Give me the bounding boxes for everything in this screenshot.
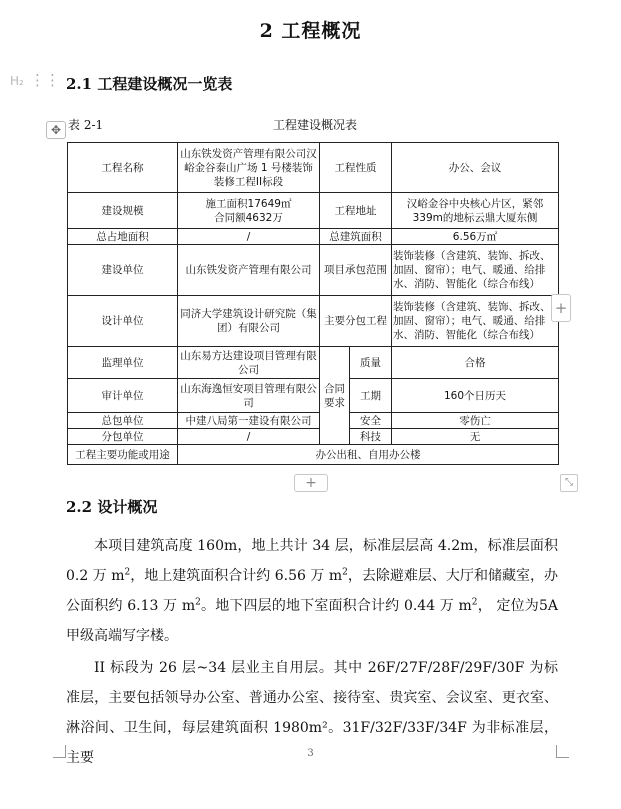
table-cell[interactable]: 分包单位	[68, 429, 178, 445]
table-row	[68, 445, 559, 465]
table-cell[interactable]: 工程性质	[320, 143, 392, 193]
table-row	[68, 379, 559, 413]
project-overview-table	[67, 142, 559, 465]
table-cell[interactable]: 无	[392, 429, 559, 445]
table-cell[interactable]: 办公出租、自用办公楼	[178, 445, 559, 465]
table-cell[interactable]: 零伤亡	[392, 413, 559, 429]
drag-handle-icon[interactable]: ⋮⋮	[30, 71, 60, 89]
table-cell[interactable]: 总建筑面积	[320, 229, 392, 245]
table-cell[interactable]: /	[178, 229, 320, 245]
table-cell[interactable]: 汉峪金谷中央核心片区，紧邻339m的地标云鼎大厦东侧	[392, 193, 559, 229]
table-cell[interactable]: 装饰装修（含建筑、装饰、拆改、加固、窗帘）；电气、暖通、给排水、消防、智能化（综合布线）	[392, 245, 559, 296]
table-cell[interactable]: 工程地址	[320, 193, 392, 229]
page-number: 3	[307, 748, 314, 759]
table-cell[interactable]: 6.56万㎡	[392, 229, 559, 245]
table-row	[68, 347, 559, 379]
table-cell[interactable]: 工期	[350, 379, 392, 413]
table-cell[interactable]: 同济大学建筑设计研究院（集团）有限公司	[178, 296, 320, 347]
cell-line: 合同额4632万	[214, 211, 283, 224]
chapter-title: 2 工程概况	[259, 20, 362, 42]
table-cell[interactable]: 山东海逸恒安项目管理有限公司	[178, 379, 320, 413]
table-label: 表 2-1	[68, 118, 104, 132]
table-cell[interactable]: 山东铁发资产管理有限公司	[178, 245, 320, 296]
table-cell[interactable]: 主要分包工程	[320, 296, 392, 347]
table-row	[68, 193, 559, 229]
contract-requirement-cell[interactable]: 合同要求	[320, 347, 350, 445]
table-cell[interactable]: 审计单位	[68, 379, 178, 413]
table-cell[interactable]: 中建八局第一建设有限公司	[178, 413, 320, 429]
table-cell[interactable]	[178, 193, 320, 229]
heading-level-icon[interactable]: H₂	[10, 74, 24, 88]
table-cell[interactable]: 监理单位	[68, 347, 178, 379]
section-heading-2-1: 2.1 工程建设概况一览表	[66, 75, 233, 93]
table-cell[interactable]: 工程名称	[68, 143, 178, 193]
table-move-icon[interactable]: ✥	[46, 121, 66, 139]
table-cell[interactable]: 总包单位	[68, 413, 178, 429]
table-cell[interactable]: 山东铁发资产管理有限公司汉峪金谷泰山广场 1 号楼装饰装修工程II标段	[178, 143, 320, 193]
table-row	[68, 413, 559, 429]
table-row	[68, 429, 559, 445]
table-cell[interactable]: 工程主要功能或用途	[68, 445, 178, 465]
table-cell[interactable]: 装饰装修（含建筑、装饰、拆改、加固、窗帘）；电气、暖通、给排水、消防、智能化（综合布线）	[392, 296, 559, 347]
table-cell[interactable]: 安全	[350, 413, 392, 429]
table-row	[68, 229, 559, 245]
table-cell[interactable]: 质量	[350, 347, 392, 379]
table-cell[interactable]: 科技	[350, 429, 392, 445]
table-cell[interactable]: 山东易方达建设项目管理有限公司	[178, 347, 320, 379]
paragraph-section-ii: II 标段为 26 层~34 层业主自用层。其中 26F/27F/28F/29F/30F 为标准层，主要包括领导办公室、普通办公室、接待室、贵宾室、会议室、更衣室、淋浴间、卫生间，每层建筑面积 1980m²。31F/32F/33F/34F 为非标准层，主要	[66, 660, 558, 766]
table-cell[interactable]: 办公、会议	[392, 143, 559, 193]
table-cell[interactable]: 建设规模	[68, 193, 178, 229]
add-row-button[interactable]: +	[294, 474, 328, 492]
table-cell[interactable]: 项目承包范围	[320, 245, 392, 296]
table-cell[interactable]: 合格	[392, 347, 559, 379]
table-cell[interactable]: 160个日历天	[392, 379, 559, 413]
table-cell[interactable]: 建设单位	[68, 245, 178, 296]
table-cell[interactable]: 设计单位	[68, 296, 178, 347]
table-row	[68, 245, 559, 296]
table-resize-icon[interactable]: ⤡	[560, 474, 578, 492]
table-row	[68, 296, 559, 347]
paragraph-design-overview: 本项目建筑高度 160m，地上共计 34 层，标准层层高 4.2m，标准层面积 0.2 万 $m^2$，地上建筑面积合计约 6.56 万 $m^2$，去除避难层、大厅和储藏室，办公面积约 6.13 万 $m^2$。地下四层的地下室面积合计约 0.44 万 $m^2$， 定位为5A 甲级高端写字楼。	[66, 538, 558, 644]
table-cell[interactable]: /	[178, 429, 320, 445]
table-caption: 工程建设概况表	[272, 118, 357, 132]
table-row	[68, 143, 559, 193]
table-cell[interactable]: 总占地面积	[68, 229, 178, 245]
add-column-button[interactable]: +	[551, 294, 571, 322]
section-heading-2-2: 2.2 设计概况	[66, 498, 158, 516]
cell-line: 施工面积17649㎡	[205, 197, 292, 210]
